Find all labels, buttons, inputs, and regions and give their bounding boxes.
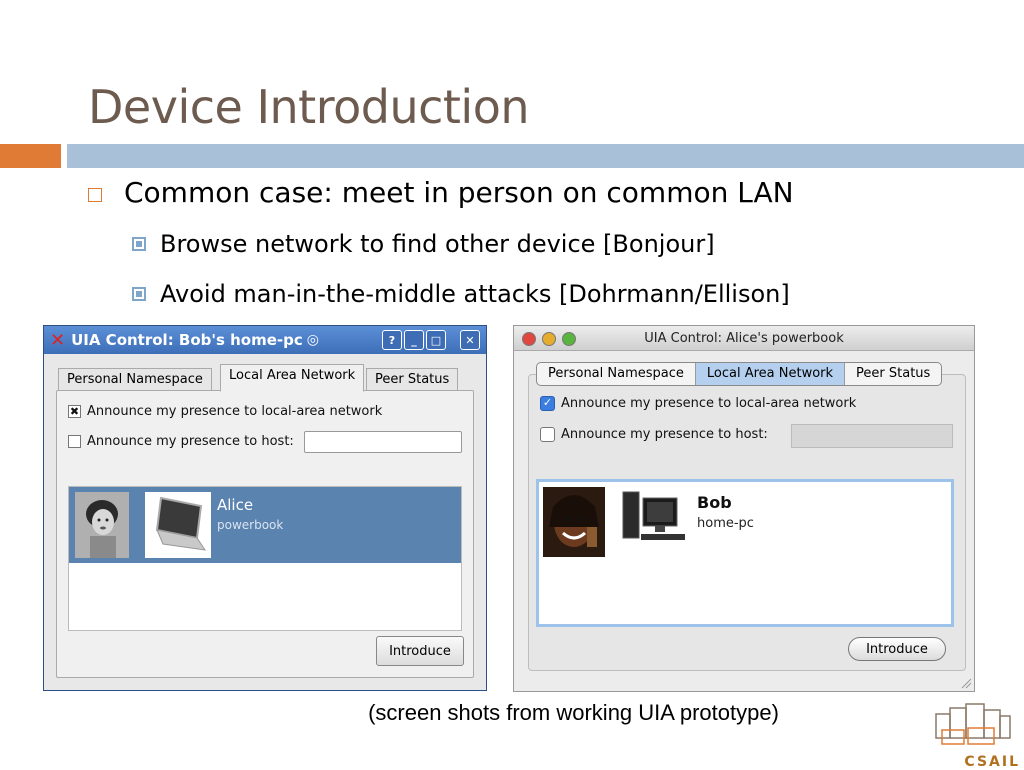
left-window-title: UIA Control: Bob's home-pc [71,331,303,349]
title-rule-orange [0,144,61,168]
device-list-item[interactable] [539,482,951,562]
right-titlebar[interactable] [514,326,974,351]
device-name: Bob [697,493,732,512]
tab-local-area-network[interactable]: Local Area Network [220,364,364,392]
resize-grip-icon[interactable] [960,677,972,689]
help-button[interactable]: ? [382,330,402,350]
close-button[interactable]: ✕ [460,330,480,350]
tab-personal-namespace[interactable]: Personal Namespace [537,363,696,385]
sub-bullet-2 [132,280,790,308]
user-photo [75,492,129,558]
slide-title: Device Introduction [88,80,529,134]
left-titlebar[interactable] [44,326,486,354]
csail-logo [930,700,1020,770]
device-list[interactable] [68,486,462,631]
introduce-button[interactable]: Introduce [376,636,464,666]
checkbox-checked-icon[interactable]: ✓ [540,396,555,411]
sub-bullet-icon [132,237,146,251]
announce-host-label: Announce my presence to host: [561,427,768,442]
swirl-icon: ◎ [306,332,319,348]
announce-lan-checkbox[interactable] [540,396,856,411]
announce-host-checkbox[interactable] [540,427,768,442]
bullet-main [88,176,794,209]
device-list[interactable] [536,479,954,627]
introduce-button[interactable]: Introduce [848,637,946,661]
device-list-item-selected[interactable] [69,487,461,563]
minimize-button[interactable]: _ [404,330,424,350]
right-window-title: UIA Control: Alice's powerbook [644,331,844,346]
device-host: home-pc [697,516,754,531]
laptop-icon [145,492,211,558]
left-window [43,325,487,691]
desktop-pc-icon [619,488,689,548]
announce-host-label: Announce my presence to host: [87,434,294,449]
user-photo [543,487,605,557]
maximize-button[interactable]: □ [426,330,446,350]
sub-bullet-icon [132,287,146,301]
announce-host-checkbox[interactable] [68,434,294,449]
tab-personal-namespace[interactable]: Personal Namespace [58,368,212,391]
slide-caption: (screen shots from working UIA prototype) [368,700,779,725]
csail-building-icon [930,700,1020,748]
checkbox-unchecked-icon[interactable] [68,435,81,448]
announce-lan-label: Announce my presence to local-area network [561,396,857,411]
csail-logo-text: CSAIL [964,754,1020,770]
bullet-box-icon [88,188,102,202]
tab-local-area-network[interactable]: Local Area Network [696,363,845,385]
sub-bullet-2-text: Avoid man-in-the-middle attacks [Dohrmann/Ellison] [160,280,790,308]
bullet-main-text: Common case: meet in person on common LAN [124,176,794,209]
title-rule-blue [67,144,1024,168]
announce-lan-checkbox[interactable] [68,404,382,419]
device-host: powerbook [217,518,284,532]
host-input[interactable] [791,424,953,448]
right-tab-bar [536,362,942,386]
host-input[interactable] [304,431,462,453]
checkbox-checked-icon[interactable]: ✖ [69,405,80,418]
checkbox-unchecked-icon[interactable] [540,427,555,442]
tab-peer-status[interactable]: Peer Status [366,368,458,391]
right-window [513,325,975,692]
x-app-icon: ✕ [50,329,66,351]
tab-peer-status[interactable]: Peer Status [856,366,931,381]
device-name: Alice [217,496,254,514]
announce-lan-label: Announce my presence to local-area network [87,404,383,419]
sub-bullet-1 [132,230,715,258]
sub-bullet-1-text: Browse network to find other device [Bonjour] [160,230,715,258]
